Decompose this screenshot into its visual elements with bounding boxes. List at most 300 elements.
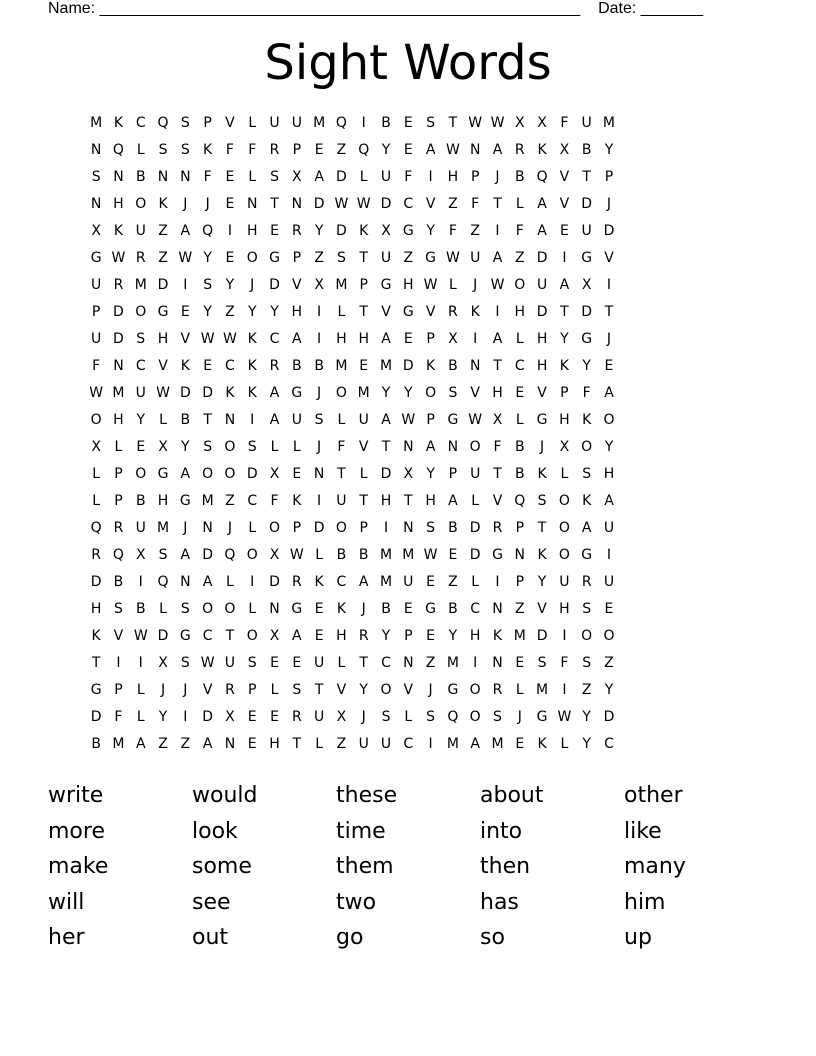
grid-letter[interactable]: M (335, 277, 348, 293)
grid-letter[interactable]: B (381, 601, 391, 617)
grid-letter[interactable]: R (269, 358, 280, 374)
grid-letter[interactable]: L (515, 682, 524, 698)
grid-letter[interactable]: S (582, 466, 592, 482)
grid-letter[interactable]: N (202, 520, 213, 536)
grid-letter[interactable]: C (269, 331, 280, 347)
grid-letter[interactable]: A (314, 169, 324, 185)
grid-letter[interactable]: H (113, 412, 124, 428)
grid-letter[interactable]: C (403, 196, 414, 212)
grid-letter[interactable]: R (291, 709, 302, 725)
grid-letter[interactable]: L (159, 601, 167, 617)
grid-letter[interactable]: U (224, 655, 236, 671)
grid-letter[interactable]: X (448, 331, 458, 347)
grid-letter[interactable]: L (159, 412, 167, 428)
grid-letter[interactable]: J (183, 682, 188, 698)
grid-letter[interactable]: W (490, 277, 505, 293)
grid-letter[interactable]: E (314, 142, 324, 158)
grid-letter[interactable]: H (269, 736, 280, 752)
grid-letter[interactable]: X (336, 709, 347, 725)
grid-letter[interactable]: Z (225, 493, 235, 509)
grid-letter[interactable]: Q (447, 709, 459, 725)
grid-letter[interactable]: O (380, 682, 392, 698)
grid-letter[interactable]: S (114, 601, 123, 617)
grid-letter[interactable]: P (604, 169, 614, 185)
grid-letter[interactable]: V (202, 682, 213, 698)
grid-letter[interactable]: S (582, 655, 592, 671)
grid-letter[interactable]: S (180, 655, 190, 671)
grid-letter[interactable]: X (158, 655, 168, 671)
grid-letter[interactable]: F (225, 142, 234, 158)
grid-letter[interactable]: W (200, 331, 215, 347)
grid-letter[interactable]: V (225, 115, 235, 131)
grid-letter[interactable]: E (225, 250, 235, 266)
grid-letter[interactable]: N (403, 439, 414, 455)
grid-letter[interactable]: A (537, 223, 547, 239)
grid-letter[interactable]: O (202, 601, 214, 617)
grid-letter[interactable]: F (404, 169, 413, 185)
grid-letter[interactable]: U (380, 736, 392, 752)
grid-letter[interactable]: S (158, 142, 168, 158)
grid-letter[interactable]: A (559, 277, 570, 293)
grid-letter[interactable]: Q (335, 115, 347, 131)
grid-letter[interactable]: I (250, 574, 255, 590)
grid-letter[interactable]: D (90, 709, 102, 725)
grid-letter[interactable]: G (447, 412, 459, 428)
grid-letter[interactable]: L (315, 547, 324, 563)
grid-letter[interactable]: F (560, 115, 569, 131)
grid-letter[interactable]: K (113, 223, 124, 239)
grid-letter[interactable]: L (515, 196, 524, 212)
grid-letter[interactable]: W (468, 115, 483, 131)
grid-letter[interactable]: K (314, 574, 324, 590)
grid-letter[interactable]: L (136, 142, 145, 158)
grid-letter[interactable]: N (113, 169, 124, 185)
grid-letter[interactable]: J (428, 682, 433, 698)
grid-letter[interactable]: N (492, 655, 503, 671)
grid-letter[interactable]: G (492, 547, 503, 563)
grid-letter[interactable]: L (337, 412, 346, 428)
grid-letter[interactable]: M (90, 115, 103, 131)
grid-letter[interactable]: V (403, 682, 414, 698)
grid-letter[interactable]: J (317, 385, 322, 401)
grid-letter[interactable]: R (291, 223, 302, 239)
grid-letter[interactable]: F (114, 709, 123, 725)
grid-letter[interactable]: F (582, 385, 591, 401)
grid-letter[interactable]: N (403, 655, 414, 671)
grid-letter[interactable]: S (292, 682, 302, 698)
grid-letter[interactable]: F (560, 655, 569, 671)
grid-letter[interactable]: L (471, 574, 480, 590)
grid-letter[interactable]: F (493, 439, 502, 455)
grid-letter[interactable]: S (493, 709, 502, 725)
name-field[interactable]: Name: ______________________________________________________ (48, 0, 581, 17)
grid-letter[interactable]: A (292, 331, 302, 347)
grid-letter[interactable]: M (379, 358, 393, 374)
grid-letter[interactable]: S (381, 709, 391, 725)
grid-letter[interactable]: K (292, 493, 302, 509)
grid-letter[interactable]: Q (358, 142, 370, 158)
grid-letter[interactable]: X (158, 439, 168, 455)
grid-letter[interactable]: H (336, 628, 347, 644)
grid-letter[interactable]: C (604, 736, 614, 752)
grid-letter[interactable]: Q (157, 574, 169, 590)
grid-letter[interactable]: U (135, 520, 146, 536)
grid-letter[interactable]: S (314, 412, 324, 428)
grid-letter[interactable]: R (448, 304, 458, 320)
grid-letter[interactable]: R (514, 142, 525, 158)
grid-letter[interactable]: J (495, 169, 500, 185)
grid-letter[interactable]: T (270, 196, 279, 212)
grid-letter[interactable]: G (291, 385, 303, 401)
grid-letter[interactable]: M (112, 736, 125, 752)
grid-letter[interactable]: Y (582, 736, 591, 752)
grid-letter[interactable]: V (158, 358, 168, 374)
grid-letter[interactable]: H (447, 169, 459, 185)
grid-letter[interactable]: C (225, 358, 235, 374)
grid-letter[interactable]: B (514, 466, 525, 482)
grid-letter[interactable]: T (337, 466, 346, 482)
grid-letter[interactable]: U (269, 115, 280, 131)
grid-letter[interactable]: V (336, 682, 347, 698)
grid-letter[interactable]: K (426, 358, 436, 374)
grid-letter[interactable]: L (136, 682, 145, 698)
grid-letter[interactable]: N (246, 196, 258, 212)
grid-letter[interactable]: E (448, 547, 458, 563)
grid-letter[interactable]: N (269, 601, 280, 617)
grid-letter[interactable]: L (337, 304, 346, 320)
grid-letter[interactable]: Z (470, 223, 480, 239)
grid-letter[interactable]: A (604, 385, 614, 401)
grid-letter[interactable]: O (224, 466, 236, 482)
grid-letter[interactable]: I (495, 223, 500, 239)
grid-letter[interactable]: Y (158, 709, 168, 725)
grid-letter[interactable]: A (269, 412, 280, 428)
grid-letter[interactable]: Q (157, 115, 169, 131)
grid-letter[interactable]: V (292, 277, 302, 293)
grid-letter[interactable]: B (581, 142, 592, 158)
grid-letter[interactable]: X (537, 115, 547, 131)
grid-letter[interactable]: G (157, 466, 169, 482)
grid-letter[interactable]: E (203, 358, 213, 374)
grid-letter[interactable]: J (317, 439, 322, 455)
grid-letter[interactable]: Q (514, 493, 526, 509)
grid-letter[interactable]: I (428, 736, 433, 752)
grid-letter[interactable]: X (559, 142, 570, 158)
grid-letter[interactable]: P (292, 250, 302, 266)
grid-letter[interactable]: D (202, 709, 214, 725)
grid-letter[interactable]: X (314, 277, 324, 293)
grid-letter[interactable]: B (381, 115, 391, 131)
grid-letter[interactable]: W (133, 628, 148, 644)
grid-letter[interactable]: A (135, 736, 146, 752)
grid-letter[interactable]: M (379, 547, 393, 563)
grid-letter[interactable]: U (358, 412, 369, 428)
grid-letter[interactable]: B (180, 412, 191, 428)
grid-letter[interactable]: L (359, 466, 368, 482)
grid-letter[interactable]: O (469, 439, 481, 455)
grid-letter[interactable]: E (604, 601, 614, 617)
grid-letter[interactable]: B (113, 574, 124, 590)
grid-letter[interactable]: L (270, 682, 279, 698)
grid-letter[interactable]: H (358, 331, 369, 347)
grid-letter[interactable]: E (225, 169, 235, 185)
grid-letter[interactable]: L (471, 493, 480, 509)
grid-letter[interactable]: A (537, 196, 547, 212)
grid-letter[interactable]: G (380, 277, 392, 293)
grid-letter[interactable]: S (203, 277, 213, 293)
grid-letter[interactable]: X (91, 439, 101, 455)
grid-letter[interactable]: T (91, 655, 101, 671)
grid-letter[interactable]: J (517, 709, 522, 725)
grid-letter[interactable]: H (291, 304, 303, 320)
grid-letter[interactable]: X (292, 169, 302, 185)
grid-letter[interactable]: O (558, 547, 570, 563)
grid-letter[interactable]: D (536, 250, 548, 266)
grid-letter[interactable]: G (402, 223, 414, 239)
grid-letter[interactable]: S (247, 439, 257, 455)
grid-letter[interactable]: T (359, 304, 368, 320)
grid-letter[interactable]: I (495, 574, 500, 590)
grid-letter[interactable]: J (473, 277, 478, 293)
grid-letter[interactable]: G (447, 682, 459, 698)
grid-letter[interactable]: N (113, 358, 124, 374)
grid-letter[interactable]: J (183, 196, 188, 212)
grid-letter[interactable]: D (536, 628, 548, 644)
grid-letter[interactable]: A (448, 493, 458, 509)
grid-letter[interactable]: P (203, 115, 212, 131)
grid-letter[interactable]: U (91, 331, 102, 347)
grid-letter[interactable]: E (314, 601, 324, 617)
grid-letter[interactable]: Z (225, 304, 235, 320)
grid-letter[interactable]: Z (158, 736, 168, 752)
grid-letter[interactable]: V (425, 196, 436, 212)
grid-letter[interactable]: A (604, 493, 614, 509)
grid-letter[interactable]: S (537, 655, 547, 671)
grid-letter[interactable]: N (224, 736, 236, 752)
grid-letter[interactable]: H (536, 331, 548, 347)
grid-letter[interactable]: E (426, 628, 436, 644)
grid-letter[interactable]: D (469, 520, 481, 536)
grid-letter[interactable]: I (495, 304, 500, 320)
grid-letter[interactable]: N (90, 196, 102, 212)
grid-letter[interactable]: K (492, 628, 503, 644)
grid-letter[interactable]: V (559, 196, 570, 212)
grid-letter[interactable]: Z (448, 574, 458, 590)
grid-letter[interactable]: N (224, 412, 236, 428)
grid-letter[interactable]: Y (448, 628, 458, 644)
grid-letter[interactable]: L (248, 169, 257, 185)
grid-letter[interactable]: I (606, 547, 612, 563)
grid-letter[interactable]: M (491, 736, 504, 752)
grid-letter[interactable]: N (157, 169, 169, 185)
grid-letter[interactable]: K (537, 736, 547, 752)
grid-letter[interactable]: H (113, 196, 124, 212)
grid-letter[interactable]: P (426, 331, 435, 347)
grid-letter[interactable]: A (180, 466, 191, 482)
grid-letter[interactable]: X (269, 547, 280, 563)
grid-letter[interactable]: A (470, 736, 480, 752)
grid-letter[interactable]: A (492, 331, 503, 347)
grid-letter[interactable]: E (292, 466, 302, 482)
grid-letter[interactable]: K (158, 196, 168, 212)
grid-letter[interactable]: H (246, 223, 258, 239)
grid-letter[interactable]: A (202, 736, 213, 752)
grid-letter[interactable]: U (380, 169, 392, 185)
grid-letter[interactable]: Y (537, 574, 547, 590)
grid-letter[interactable]: A (381, 412, 391, 428)
grid-letter[interactable]: P (470, 169, 480, 185)
grid-letter[interactable]: W (89, 385, 104, 401)
grid-letter[interactable]: O (246, 628, 258, 644)
grid-letter[interactable]: J (361, 709, 366, 725)
grid-letter[interactable]: P (292, 520, 302, 536)
grid-letter[interactable]: D (269, 277, 280, 293)
grid-letter[interactable]: T (493, 196, 502, 212)
grid-letter[interactable]: D (179, 385, 191, 401)
grid-letter[interactable]: K (582, 493, 592, 509)
grid-letter[interactable]: D (336, 169, 347, 185)
grid-letter[interactable]: O (558, 493, 570, 509)
grid-letter[interactable]: M (156, 520, 170, 536)
grid-letter[interactable]: I (116, 655, 121, 671)
grid-letter[interactable]: Z (448, 196, 458, 212)
grid-letter[interactable]: C (135, 358, 146, 374)
grid-letter[interactable]: S (537, 493, 547, 509)
grid-letter[interactable]: A (492, 142, 503, 158)
grid-letter[interactable]: M (134, 277, 147, 293)
grid-letter[interactable]: T (448, 115, 458, 131)
grid-letter[interactable]: S (448, 385, 458, 401)
grid-letter[interactable]: S (180, 115, 190, 131)
grid-letter[interactable]: E (426, 574, 436, 590)
grid-letter[interactable]: L (448, 277, 457, 293)
grid-letter[interactable]: X (225, 709, 235, 725)
grid-letter[interactable]: C (336, 574, 347, 590)
grid-letter[interactable]: O (603, 412, 615, 428)
grid-letter[interactable]: L (337, 655, 346, 671)
grid-letter[interactable]: N (180, 574, 191, 590)
grid-letter[interactable]: L (404, 709, 413, 725)
grid-letter[interactable]: R (91, 547, 102, 563)
grid-letter[interactable]: O (335, 520, 347, 536)
grid-letter[interactable]: T (493, 358, 502, 374)
grid-letter[interactable]: B (448, 601, 458, 617)
grid-letter[interactable]: U (358, 736, 369, 752)
grid-letter[interactable]: Z (403, 250, 414, 266)
grid-letter[interactable]: P (560, 385, 569, 401)
grid-letter[interactable]: B (514, 439, 525, 455)
grid-letter[interactable]: R (291, 574, 302, 590)
grid-letter[interactable]: R (492, 520, 503, 536)
grid-letter[interactable]: E (403, 142, 413, 158)
grid-letter[interactable]: D (402, 358, 414, 374)
grid-letter[interactable]: H (425, 493, 436, 509)
grid-letter[interactable]: V (604, 250, 614, 266)
grid-letter[interactable]: C (135, 115, 146, 131)
grid-letter[interactable]: M (335, 358, 348, 374)
grid-letter[interactable]: G (90, 250, 102, 266)
grid-letter[interactable]: K (203, 142, 213, 158)
grid-letter[interactable]: O (425, 385, 437, 401)
grid-letter[interactable]: H (559, 601, 570, 617)
grid-letter[interactable]: Y (181, 439, 190, 455)
grid-letter[interactable]: H (336, 331, 347, 347)
grid-letter[interactable]: T (381, 439, 391, 455)
grid-letter[interactable]: Q (112, 547, 124, 563)
grid-letter[interactable]: B (135, 601, 146, 617)
grid-letter[interactable]: Z (180, 736, 191, 752)
grid-letter[interactable]: V (358, 439, 369, 455)
grid-letter[interactable]: A (202, 574, 213, 590)
grid-letter[interactable]: U (336, 493, 347, 509)
grid-letter[interactable]: G (179, 493, 191, 509)
grid-letter[interactable]: B (135, 169, 146, 185)
grid-letter[interactable]: G (179, 628, 191, 644)
grid-letter[interactable]: M (379, 574, 393, 590)
grid-letter[interactable]: E (270, 709, 279, 725)
grid-letter[interactable]: H (559, 412, 570, 428)
grid-letter[interactable]: V (180, 331, 191, 347)
grid-letter[interactable]: I (562, 250, 567, 266)
grid-letter[interactable]: G (581, 250, 593, 266)
grid-letter[interactable]: S (336, 250, 346, 266)
grid-letter[interactable]: E (604, 358, 614, 374)
grid-letter[interactable]: B (336, 547, 347, 563)
grid-letter[interactable]: L (359, 169, 368, 185)
grid-letter[interactable]: K (180, 358, 190, 374)
grid-letter[interactable]: D (246, 466, 258, 482)
grid-letter[interactable]: L (92, 466, 101, 482)
grid-letter[interactable]: U (403, 574, 414, 590)
grid-letter[interactable]: M (313, 115, 326, 131)
grid-letter[interactable]: O (514, 277, 526, 293)
grid-letter[interactable]: D (380, 196, 392, 212)
grid-letter[interactable]: G (157, 304, 169, 320)
grid-letter[interactable]: M (201, 493, 214, 509)
grid-letter[interactable]: O (269, 520, 281, 536)
grid-letter[interactable]: V (113, 628, 124, 644)
grid-letter[interactable]: W (111, 250, 126, 266)
grid-letter[interactable]: A (269, 385, 280, 401)
grid-letter[interactable]: A (581, 520, 592, 536)
grid-letter[interactable]: W (445, 250, 460, 266)
grid-letter[interactable]: O (135, 196, 147, 212)
grid-letter[interactable]: O (581, 439, 593, 455)
grid-letter[interactable]: Z (336, 142, 347, 158)
grid-letter[interactable]: L (114, 439, 123, 455)
grid-letter[interactable]: M (402, 547, 415, 563)
grid-letter[interactable]: K (359, 223, 369, 239)
grid-letter[interactable]: P (515, 520, 525, 536)
grid-letter[interactable]: Y (604, 439, 614, 455)
grid-letter[interactable]: D (313, 520, 325, 536)
grid-letter[interactable]: O (135, 304, 147, 320)
grid-letter[interactable]: Z (336, 736, 347, 752)
grid-letter[interactable]: N (514, 547, 526, 563)
grid-letter[interactable]: I (317, 304, 322, 320)
grid-letter[interactable]: L (226, 574, 234, 590)
grid-letter[interactable]: V (537, 385, 547, 401)
grid-letter[interactable]: W (178, 250, 193, 266)
grid-letter[interactable]: Z (158, 250, 168, 266)
grid-letter[interactable]: K (537, 142, 547, 158)
grid-letter[interactable]: K (470, 304, 480, 320)
grid-letter[interactable]: R (135, 250, 146, 266)
grid-letter[interactable]: L (315, 736, 324, 752)
grid-letter[interactable]: I (473, 655, 478, 671)
grid-letter[interactable]: M (446, 736, 459, 752)
grid-letter[interactable]: Z (314, 250, 324, 266)
